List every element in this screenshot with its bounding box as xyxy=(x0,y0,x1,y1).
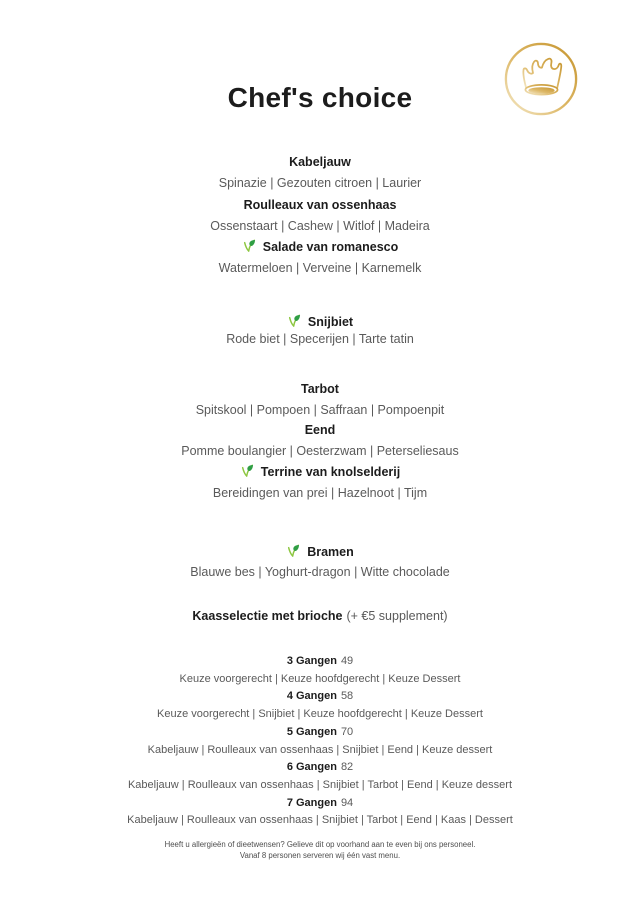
vegetarian-leaf-icon xyxy=(287,313,303,329)
footer-notes xyxy=(0,839,640,862)
dish-name: Roulleaux van ossenhaas xyxy=(243,197,397,212)
dish-name: Terrine van knolselderij xyxy=(260,464,401,479)
vegetarian-leaf-icon xyxy=(240,463,256,479)
menu-name: 3 Gangen xyxy=(286,655,337,667)
page-title: Chef's choice xyxy=(227,82,413,113)
menu-price: 82 xyxy=(340,761,354,774)
dish-details: Blauwe bes | Yoghurt-dragon | Witte chocolade xyxy=(190,564,450,579)
dish-name: Kaasselectie met brioche xyxy=(192,609,343,623)
menu-price: 49 xyxy=(340,655,354,667)
menu-price: 58 xyxy=(340,690,354,703)
vegetarian-leaf-icon xyxy=(286,543,302,559)
dish-details: Bereidingen van prei | Hazelnoot | Tijm xyxy=(212,485,428,500)
dish-name-row xyxy=(0,606,640,626)
dish-name: Snijbiet xyxy=(307,315,354,329)
menu-options-section xyxy=(0,653,640,830)
vegetarian-leaf-icon xyxy=(242,238,258,254)
dish-details: Rode biet | Specerijen | Tarte tatin xyxy=(226,331,414,346)
menu-name: 7 Gangen xyxy=(286,796,337,809)
dish-name-row xyxy=(0,313,640,331)
dish-name: Bramen xyxy=(307,545,354,559)
menu-details: Keuze voorgerecht | Keuze hoofdgerecht | Keuze Dessert xyxy=(179,672,461,685)
dish-details: Spinazie | Gezouten citroen | Laurier xyxy=(218,176,422,191)
menu-name: 6 Gangen xyxy=(286,761,337,774)
dish-details: Spitskool | Pompoen | Saffraan | Pompoenpit xyxy=(195,402,445,417)
menu-details: Kabeljauw | Roulleaux van ossenhaas | Snijbiet | Tarbot | Eend | Keuze dessert xyxy=(127,778,513,791)
menu-price: 94 xyxy=(340,796,354,809)
dish-name-row xyxy=(0,543,640,563)
course-section-1 xyxy=(0,152,640,280)
menu-details: Kabeljauw | Roulleaux van ossenhaas | Snijbiet | Tarbot | Eend | Kaas | Dessert xyxy=(127,814,513,827)
dish-details: Ossenstaart | Cashew | Witlof | Madeira xyxy=(210,218,430,233)
course-section-3 xyxy=(0,379,640,503)
menu-details: Kabeljauw | Roulleaux van ossenhaas | Snijbiet | Eend | Keuze dessert xyxy=(147,743,493,756)
group-menu-note: Vanaf 8 personen serveren wij één vast menu. xyxy=(239,851,401,861)
dish-name: Tarbot xyxy=(301,382,339,396)
dish-name: Salade van romanesco xyxy=(262,240,399,255)
menu-option-title xyxy=(0,795,640,813)
menu-name: 4 Gangen xyxy=(286,690,337,703)
dish-details: Watermeloen | Verveine | Karnemelk xyxy=(218,261,422,276)
menu-details: Keuze voorgerecht | Snijbiet | Keuze hoofdgerecht | Keuze Dessert xyxy=(157,708,483,721)
menu-option-title xyxy=(0,688,640,706)
menu-name: 5 Gangen xyxy=(286,725,337,738)
dish-name: Kabeljauw xyxy=(289,155,351,169)
menu-option-title xyxy=(0,653,640,671)
dish-name: Eend xyxy=(304,423,336,438)
dish-details: Pomme boulangier | Oesterzwam | Peterseliesaus xyxy=(181,444,459,459)
menu-price: 70 xyxy=(340,725,354,738)
dish-name-row xyxy=(0,462,640,483)
menu-option-title xyxy=(0,759,640,777)
menu-option-title xyxy=(0,724,640,742)
course-section-5 xyxy=(0,606,640,626)
dish-supplement-note: (+ €5 supplement) xyxy=(346,609,448,623)
allergy-note: Heeft u allergieën of dieetwensen? Gelieve dit op voorhand aan te even bij ons personeel. xyxy=(164,840,476,849)
course-section-4 xyxy=(0,543,640,582)
dish-name-row xyxy=(0,237,640,258)
course-section-2 xyxy=(0,313,640,347)
